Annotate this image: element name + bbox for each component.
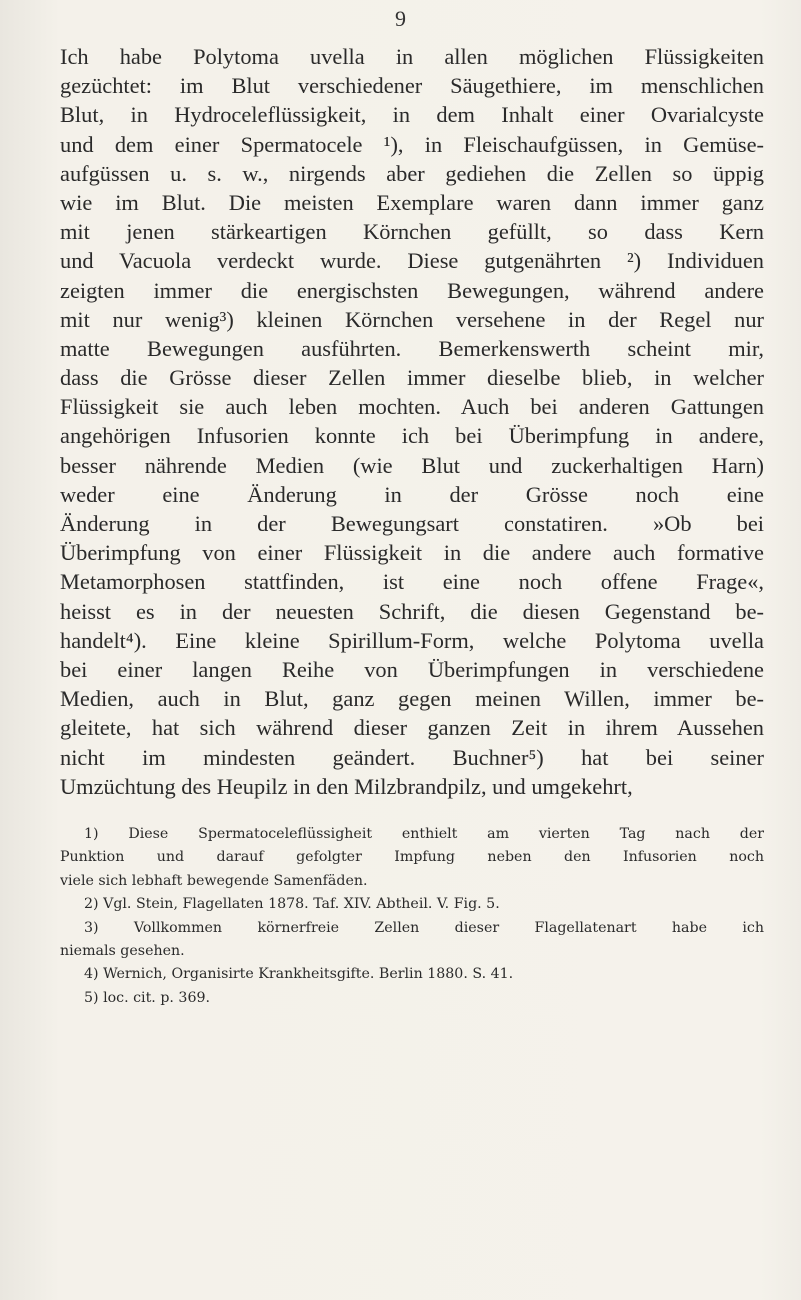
body-line: gleitete, hat sich während dieser ganzen Zeit in ihrem Aussehen: [60, 715, 764, 741]
body-line: angehörigen Infusorien konnte ich bei Überimpfung in andere,: [60, 423, 764, 449]
body-line: aufgüssen u. s. w., nirgends aber gediehen die Zellen so üppig: [60, 160, 764, 186]
footnote-line: viele sich lebhaft bewegende Samenfäden.: [60, 872, 368, 889]
footnote-line: 2) Vgl. Stein, Flagellaten 1878. Taf. XIV. Abtheil. V. Fig. 5.: [84, 896, 500, 913]
body-line: dass die Grösse dieser Zellen immer dieselbe blieb, in welcher: [60, 365, 764, 391]
body-line: besser nährende Medien (wie Blut und zuckerhaltigen Harn): [60, 452, 764, 478]
body-line: Änderung in der Bewegungsart constatiren. »Ob bei: [60, 511, 764, 536]
footnote-line: Punktion und darauf gefolgter Impfung neben den Infusorien noch: [60, 849, 764, 866]
body-line: heisst es in der neuesten Schrift, die diesen Gegenstand be-: [60, 598, 764, 624]
body-line: handelt⁴). Eine kleine Spirillum-Form, welche Polytoma uvella: [60, 627, 764, 653]
body-line: Ich habe Polytoma uvella in allen möglichen Flüssigkeiten: [60, 44, 764, 69]
body-line: bei einer langen Reihe von Überimpfungen in verschiedene: [60, 656, 764, 682]
body-line: matte Bewegungen ausführten. Bemerkenswerth scheint mir,: [60, 335, 764, 361]
body-line: zeigten immer die energischsten Bewegungen, während andere: [60, 277, 764, 303]
body-line: Blut, in Hydroceleflüssigkeit, in dem Inhalt einer Ovarialcyste: [60, 102, 764, 128]
footnote-line: niemals gesehen.: [60, 942, 185, 959]
body-line: Überimpfung von einer Flüssigkeit in die andere auch formative: [60, 540, 764, 566]
body-line: Medien, auch in Blut, ganz gegen meinen Willen, immer be-: [60, 686, 764, 712]
body-line: mit nur wenig³) kleinen Körnchen versehene in der Regel nur: [60, 306, 764, 332]
body-line: Metamorphosen stattfinden, ist eine noch offene Frage«,: [60, 569, 764, 595]
body-line: gezüchtet: im Blut verschiedener Säugethiere, im menschlichen: [60, 73, 764, 99]
body-line: Umzüchtung des Heupilz in den Milzbrandpilz, und umgekehrt,: [60, 773, 633, 799]
footnote-line: 4) Wernich, Organisirte Krankheitsgifte. Berlin 1880. S. 41.: [84, 966, 514, 983]
body-line: Flüssigkeit sie auch leben mochten. Auch bei anderen Gattungen: [60, 394, 764, 420]
footnotes: [60, 823, 764, 1010]
footnote-line: 5) loc. cit. p. 369.: [84, 989, 211, 1006]
footnote-line: 1) Diese Spermatoceleflüssigheit enthielt am vierten Tag nach der: [84, 826, 764, 842]
footnote-line: 3) Vollkommen körnerfreie Zellen dieser Flagellatenart habe ich: [84, 919, 764, 936]
body-text: [60, 42, 764, 801]
body-line: und Vacuola verdeckt wurde. Diese gutgenährten ²) Individuen: [60, 248, 764, 274]
body-line: und dem einer Spermatocele ¹), in Fleischaufgüssen, in Gemüse-: [60, 131, 764, 157]
body-line: mit jenen stärkeartigen Körnchen gefüllt, so dass Kern: [60, 219, 764, 245]
page-number: 9: [395, 6, 406, 31]
body-line: nicht im mindesten geändert. Buchner⁵) hat bei seiner: [60, 744, 764, 770]
body-line: weder eine Änderung in der Grösse noch eine: [60, 481, 764, 507]
body-line: wie im Blut. Die meisten Exemplare waren dann immer ganz: [60, 189, 764, 215]
